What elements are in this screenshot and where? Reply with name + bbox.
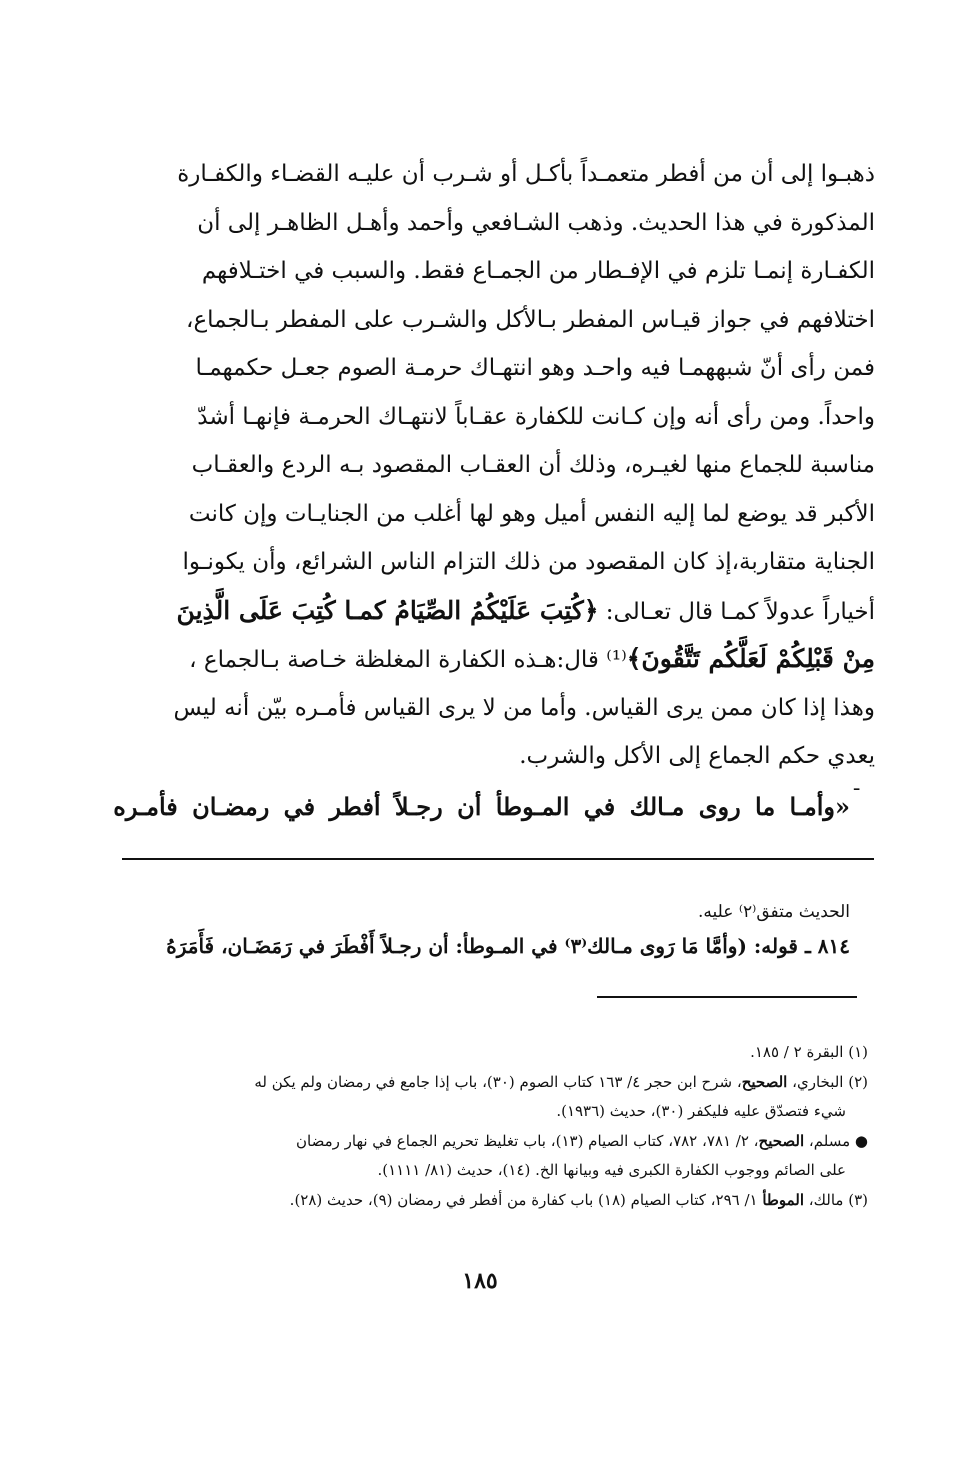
book-title: الصحيح [741,1072,788,1091]
text-line: الجناية متقاربة،إذ كان المقصود من ذلك التزام الناس الشرائع، وأن يكونـوا [182,549,875,575]
main-text-block [140,150,875,781]
commentary-block [130,895,850,963]
section-mark: ـ [854,774,860,795]
footnote-text: ، شرح ابن حجر ٤/ ١٦٣ كتاب الصوم (٣٠)، باب إذا جامع في رمضان ولم يكن له [254,1072,742,1091]
text-line: مناسبة للجماع منها لغيـره، وذلك أن العقـاب المقصود بـه الردع والعقـاب [191,452,875,478]
footnote-2b [128,1127,868,1157]
text-line-with-quran [140,587,875,636]
text-line: يعدي حكم الجماع إلى الأكل والشرب. [519,743,875,769]
footnote-text: ● مسلم، [804,1131,868,1150]
footnote-reference: ⁽¹⁾ [606,647,627,673]
quran-verse-part1: ﴿كُتِبَ عَلَيْكُمُ الصِّيَامُ كمـا كُتِبَ عَلَى الَّذِينَ [176,595,599,625]
quran-verse-part2: مِنْ قَبْلِكُمْ لَعَلَّكُم تَتَّقُونَ﴾ [626,644,875,673]
text-line: المذكورة في هذا الحديث. وذهب الشـافعي وأحمد وأهـل الظاهـر إلى أن [197,209,875,236]
footnote-text: ١/ ٢٩٦، كتاب الصيام (١٨) باب كفارة من أفطر في رمضان (٩)، حديث (٢٨). [289,1190,763,1209]
text-line-with-quran-end [140,635,875,684]
text-line: وهذا إذا كان ممن يرى القياس. وأما من لا يرى القياس فأمـره بيّن أنه ليس [173,694,875,721]
footnote-3 [128,1186,868,1216]
text-line: الأكبر قد يوضع لما إليه النفس أميل وهو لها أغلب من الجنايـات وإن كانت [188,500,875,527]
book-title: الصحيح [758,1131,805,1150]
footnote-2-cont: شيء فتصدّق عليه فليكفر (٣٠)، حديث (١٩٣٦). [556,1102,846,1120]
footnote-text: (٣) مالك، [804,1190,868,1209]
line-suffix: قال:هـذه الكفارة المغلظة خـاصة بـالجماع ، [189,647,607,673]
text-line: واحداً. ومن رأى أنه وإن كـانت للكفارة عقـاباً لانتهـاك الحرمـة فإنهـا أشدّ [197,403,875,430]
commentary-entry-814: ٨١٤ ـ قوله: (وأمَّا مَا رَوى مـالك⁽٣⁾ في المـوطأ: أن رجـلاً أَفْطَرَ في رَمَضَـان، فَأَمَرَهُ [166,934,850,958]
page-number: ١٨٥ [462,1268,498,1294]
quoted-text-heading: «وأمـا ما روى مـالك في المـوطأ أن رجـلاً أفطر في رمضـان فأمـره [113,792,850,821]
footnote-separator [597,996,857,998]
separator-rule [122,858,874,860]
text-line: ذهبـوا إلى أن من أفطر متعمـداً بأكـل أو شـرب أن عليـه القضـاء والكفـارة [177,161,875,187]
footnote-2 [128,1068,868,1098]
line-prefix: أخياراً عدولاً كمـا قال تعـالى: [598,598,875,625]
footnotes-block [128,1038,868,1215]
footnote-1: (١) البقرة ٢ / ١٨٥. [750,1043,868,1061]
text-line: الكفـارة إنمـا تلزم في الإفـطار من الجمـاع فقط. والسبب في اختـلافهم [201,258,875,284]
text-line: اختلافهم في جواز قيـاس المفطر بـالأكل والشـرب على المفطر بـالجماع، [186,306,875,333]
footnote-text: (٢) البخاري، [787,1072,868,1091]
commentary-line: الحديث متفق⁽٢⁾ عليه. [698,902,850,922]
text-line: فمن رأى أنّ شبههمـا فيه واحـد وهو انتهـاك حرمـة الصوم جعـل حكمهمـا [195,355,875,381]
footnote-text: ، ٢/ ٧٨١، ٧٨٢، كتاب الصيام (١٣)، باب تغليظ تحريم الجماع في نهار رمضان [296,1131,759,1150]
book-title: الموطأ [762,1190,805,1209]
footnote-2b-cont: على الصائم ووجوب الكفارة الكبرى فيه وبيانها الخ. (١٤)، حديث (٨١/ ١١١١). [377,1161,846,1179]
